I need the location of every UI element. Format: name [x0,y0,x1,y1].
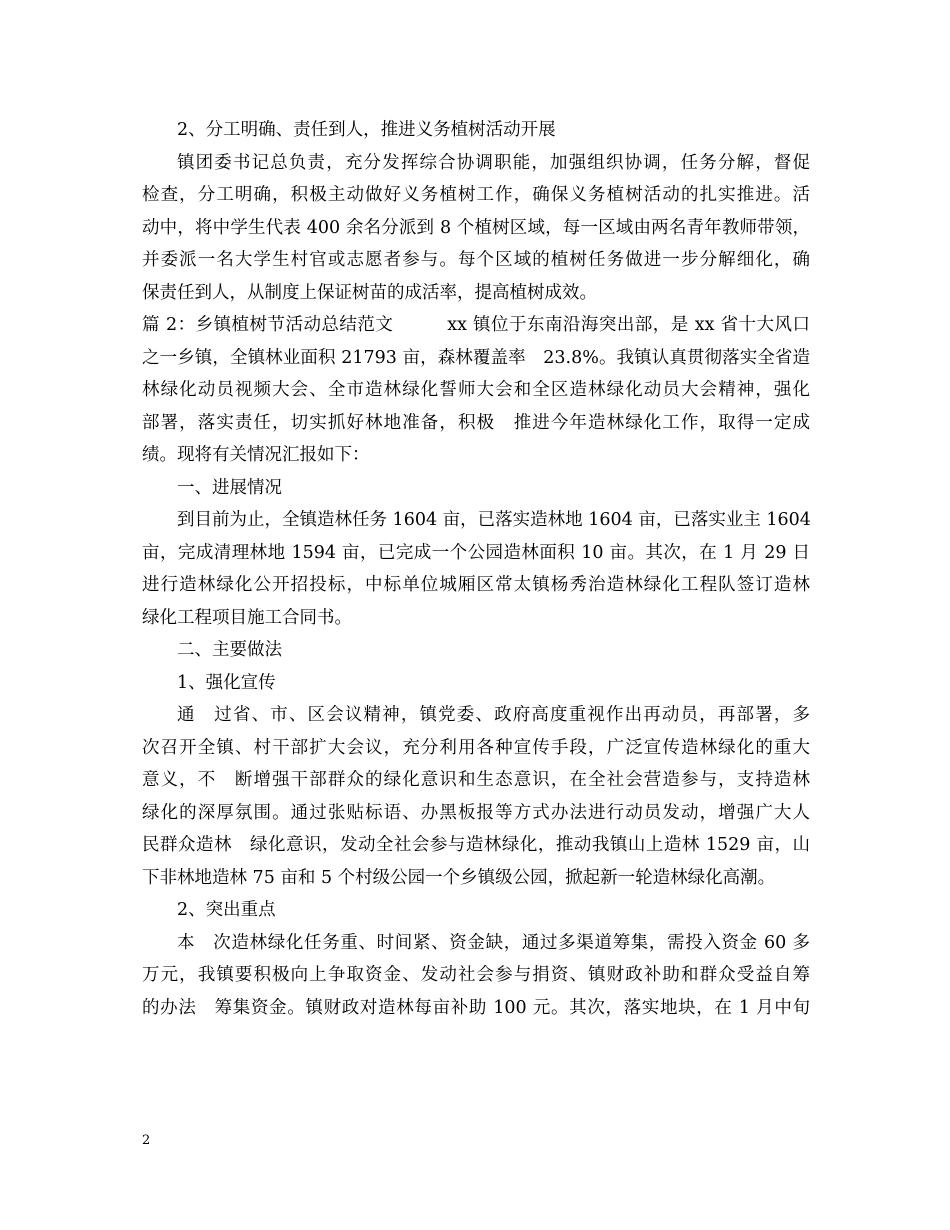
paragraph-line: 镇团委书记总负责，充分发挥综合协调职能，加强组织协调，任务分解，督促 [177,152,810,173]
paragraph-line: 万元，我镇要积极向上争取资金、发动社会参与捐资、镇财政补助和群众受益自筹 [142,965,810,985]
paragraph-line: 到目前为止，全镇造林任务 1604 亩，已落实造林地 1604 亩，已落实业主 1604 [177,510,811,530]
subsection-heading: 2、突出重点 [177,900,276,920]
paragraph-line: 并委派一名大学生村官或志愿者参与。每个区域的植树任务做进一步分解细化，确 [142,250,810,270]
paragraph-line: 之一乡镇，全镇林业面积 21793 亩，森林覆盖率 23.8%。我镇认真贯彻落实全省造 [142,347,810,368]
paragraph-line: 次召开全镇、村干部扩大会议，充分利用各种宣传手段，广泛宣传造林绿化的重大 [142,737,810,758]
page-number: 2 [142,1133,151,1148]
section-heading: 2、分工明确、责任到人，推进义务植树活动开展 [177,120,556,140]
section-heading: 二、主要做法 [177,640,282,660]
paragraph-line: 本 次造林绿化任务重、时间紧、资金缺，通过多渠道筹集，需投入资金 60 多 [177,932,810,953]
paragraph-line: 亩，完成清理林地 1594 亩，已完成一个公园造林面积 10 亩。其次，在 1 月 29 日 [142,542,810,563]
paragraph-line: 下非林地造林 75 亩和 5 个村级公园一个乡镇级公园，掀起新一轮造林绿化高潮。 [142,867,776,888]
document-body [142,114,810,1024]
paragraph-line: 林绿化动员视频大会、全市造林绿化誓师大会和全区造林绿化动员大会精神，强化 [142,380,810,400]
paragraph-line: 意义，不 断增强干部群众的绿化意识和生态意识，在全社会营造参与，支持造林 [142,770,810,790]
paragraph-line: 绿化的深厚氛围。通过张贴标语、办黑板报等方式办法进行动员发动，增强广大人 [142,802,810,823]
paragraph-line: 保责任到人，从制度上保证树苗的成活率，提高植树成效。 [142,282,597,303]
paragraph-line: 进行造林绿化公开招投标，中标单位城厢区常太镇杨秀治造林绿化工程队签订造林 [142,575,810,595]
subsection-heading: 1、强化宣传 [177,672,276,693]
paragraph-line: 动中，将中学生代表 400 余名分派到 8 个植树区域，每一区域由两名青年教师带领， [142,217,810,238]
paragraph-line: 民群众造林 绿化意识，发动全社会参与造林绿化，推动我镇山上造林 1529 亩，山 [142,835,810,855]
paragraph-line: 绩。现将有关情况汇报如下： [142,445,370,465]
paragraph-line: 绿化工程项目施工合同书。 [142,607,352,628]
paragraph-line: 检查，分工明确，积极主动做好义务植树工作，确保义务植树活动的扎实推进。活 [142,185,810,205]
section-heading: 一、进展情况 [177,477,282,498]
article-title-line: 篇 2：乡镇植树节活动总结范文 xx 镇位于东南沿海突出部，是 xx 省十大风口 [142,315,810,335]
paragraph-line: 的办法 筹集资金。镇财政对造林每亩补助 100 元。其次，落实地块，在 1 月中旬 [142,997,810,1018]
paragraph-line: 部署，落实责任，切实抓好林地准备，积极 推进今年造林绿化工作，取得一定成 [142,412,810,433]
paragraph-line: 通 过省、市、区会议精神，镇党委、政府高度重视作出再动员，再部署，多 [177,705,810,725]
